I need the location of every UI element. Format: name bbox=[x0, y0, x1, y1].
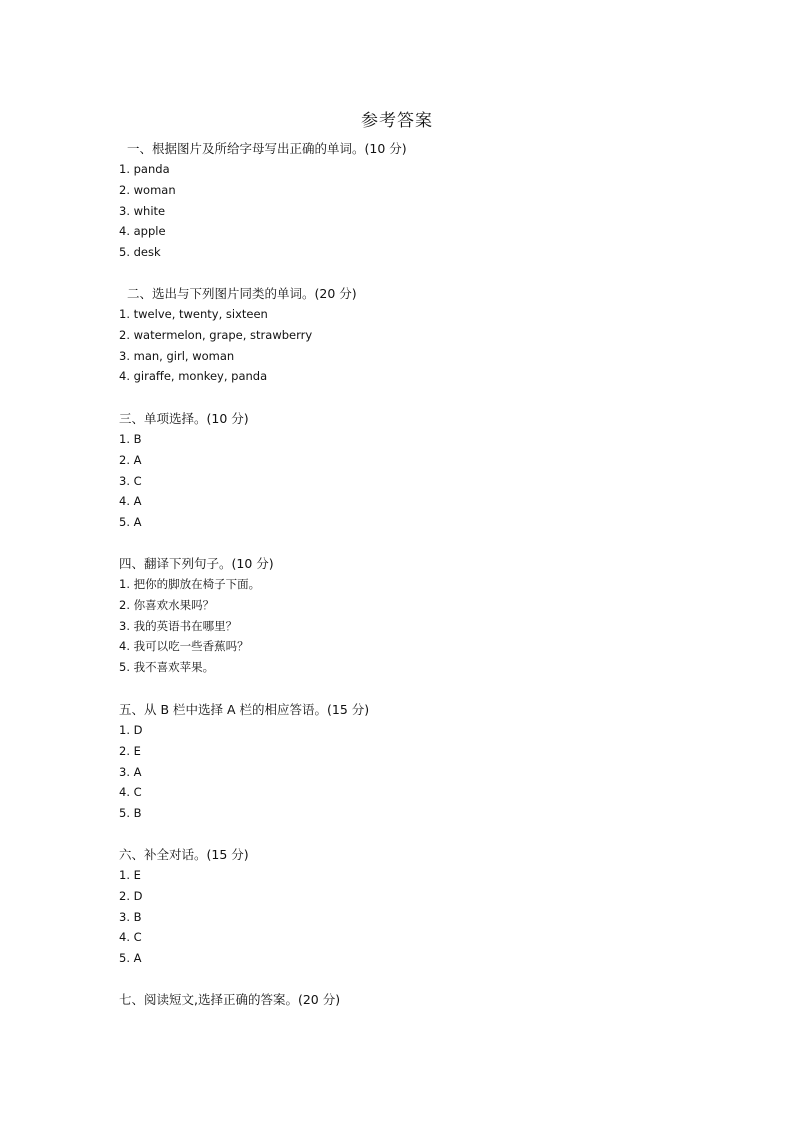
answer-item: 4. A bbox=[119, 494, 142, 509]
section-5 bbox=[119, 700, 719, 824]
section-heading: 二、选出与下列图片同类的单词。(20 分) bbox=[127, 286, 357, 301]
section-heading: 四、翻译下列句子。(10 分) bbox=[119, 556, 274, 571]
answer-item: 5. A bbox=[119, 515, 142, 530]
section-3 bbox=[119, 409, 719, 533]
answer-item: 2. E bbox=[119, 743, 141, 758]
answer-item: 3. 我的英语书在哪里？ bbox=[119, 618, 238, 633]
answer-item: 4. apple bbox=[119, 224, 166, 239]
section-1 bbox=[119, 139, 719, 263]
section-2 bbox=[119, 284, 719, 387]
section-heading: 七、阅读短文,选择正确的答案。(20 分) bbox=[119, 992, 341, 1007]
answer-item: 1. panda bbox=[119, 162, 170, 176]
answer-item: 4. C bbox=[119, 785, 142, 800]
answer-item: 3. man, girl, woman bbox=[119, 348, 235, 363]
section-6 bbox=[119, 845, 719, 969]
answer-item: 3. B bbox=[119, 909, 142, 924]
section-7 bbox=[119, 990, 719, 1010]
page-title: 参考答案 bbox=[361, 111, 433, 131]
answer-item: 5. 我不喜欢苹果。 bbox=[119, 660, 215, 675]
answer-item: 1. 把你的脚放在椅子下面。 bbox=[119, 577, 261, 591]
answer-item: 4. C bbox=[119, 930, 142, 945]
answer-item: 2. A bbox=[119, 452, 142, 467]
answer-item: 2. woman bbox=[119, 182, 176, 197]
section-heading: 六、补全对话。(15 分) bbox=[119, 847, 249, 862]
answer-item: 3. C bbox=[119, 473, 142, 488]
answer-item: 4. 我可以吃一些香蕉吗？ bbox=[119, 639, 249, 654]
answer-item: 1. D bbox=[119, 723, 143, 737]
answer-item: 2. 你喜欢水果吗？ bbox=[119, 597, 215, 612]
answer-item: 4. giraffe, monkey, panda bbox=[119, 369, 268, 384]
section-heading: 三、单项选择。(10 分) bbox=[119, 411, 249, 426]
section-heading: 五、从 B 栏中选择 A 栏的相应答语。(15 分) bbox=[119, 702, 370, 717]
section-4 bbox=[119, 554, 719, 678]
section-heading: 一、根据图片及所给字母写出正确的单词。(10 分) bbox=[127, 141, 407, 156]
answer-item: 5. B bbox=[119, 806, 142, 821]
answer-item: 1. twelve, twenty, sixteen bbox=[119, 307, 268, 321]
answer-item: 2. watermelon, grape, strawberry bbox=[119, 327, 313, 342]
answer-item: 3. white bbox=[119, 203, 166, 218]
answer-item: 5. desk bbox=[119, 245, 161, 260]
answer-item: 5. A bbox=[119, 951, 142, 966]
answer-item: 3. A bbox=[119, 764, 142, 779]
answer-item: 2. D bbox=[119, 888, 143, 903]
answer-item: 1. E bbox=[119, 868, 141, 882]
answer-item: 1. B bbox=[119, 432, 142, 446]
